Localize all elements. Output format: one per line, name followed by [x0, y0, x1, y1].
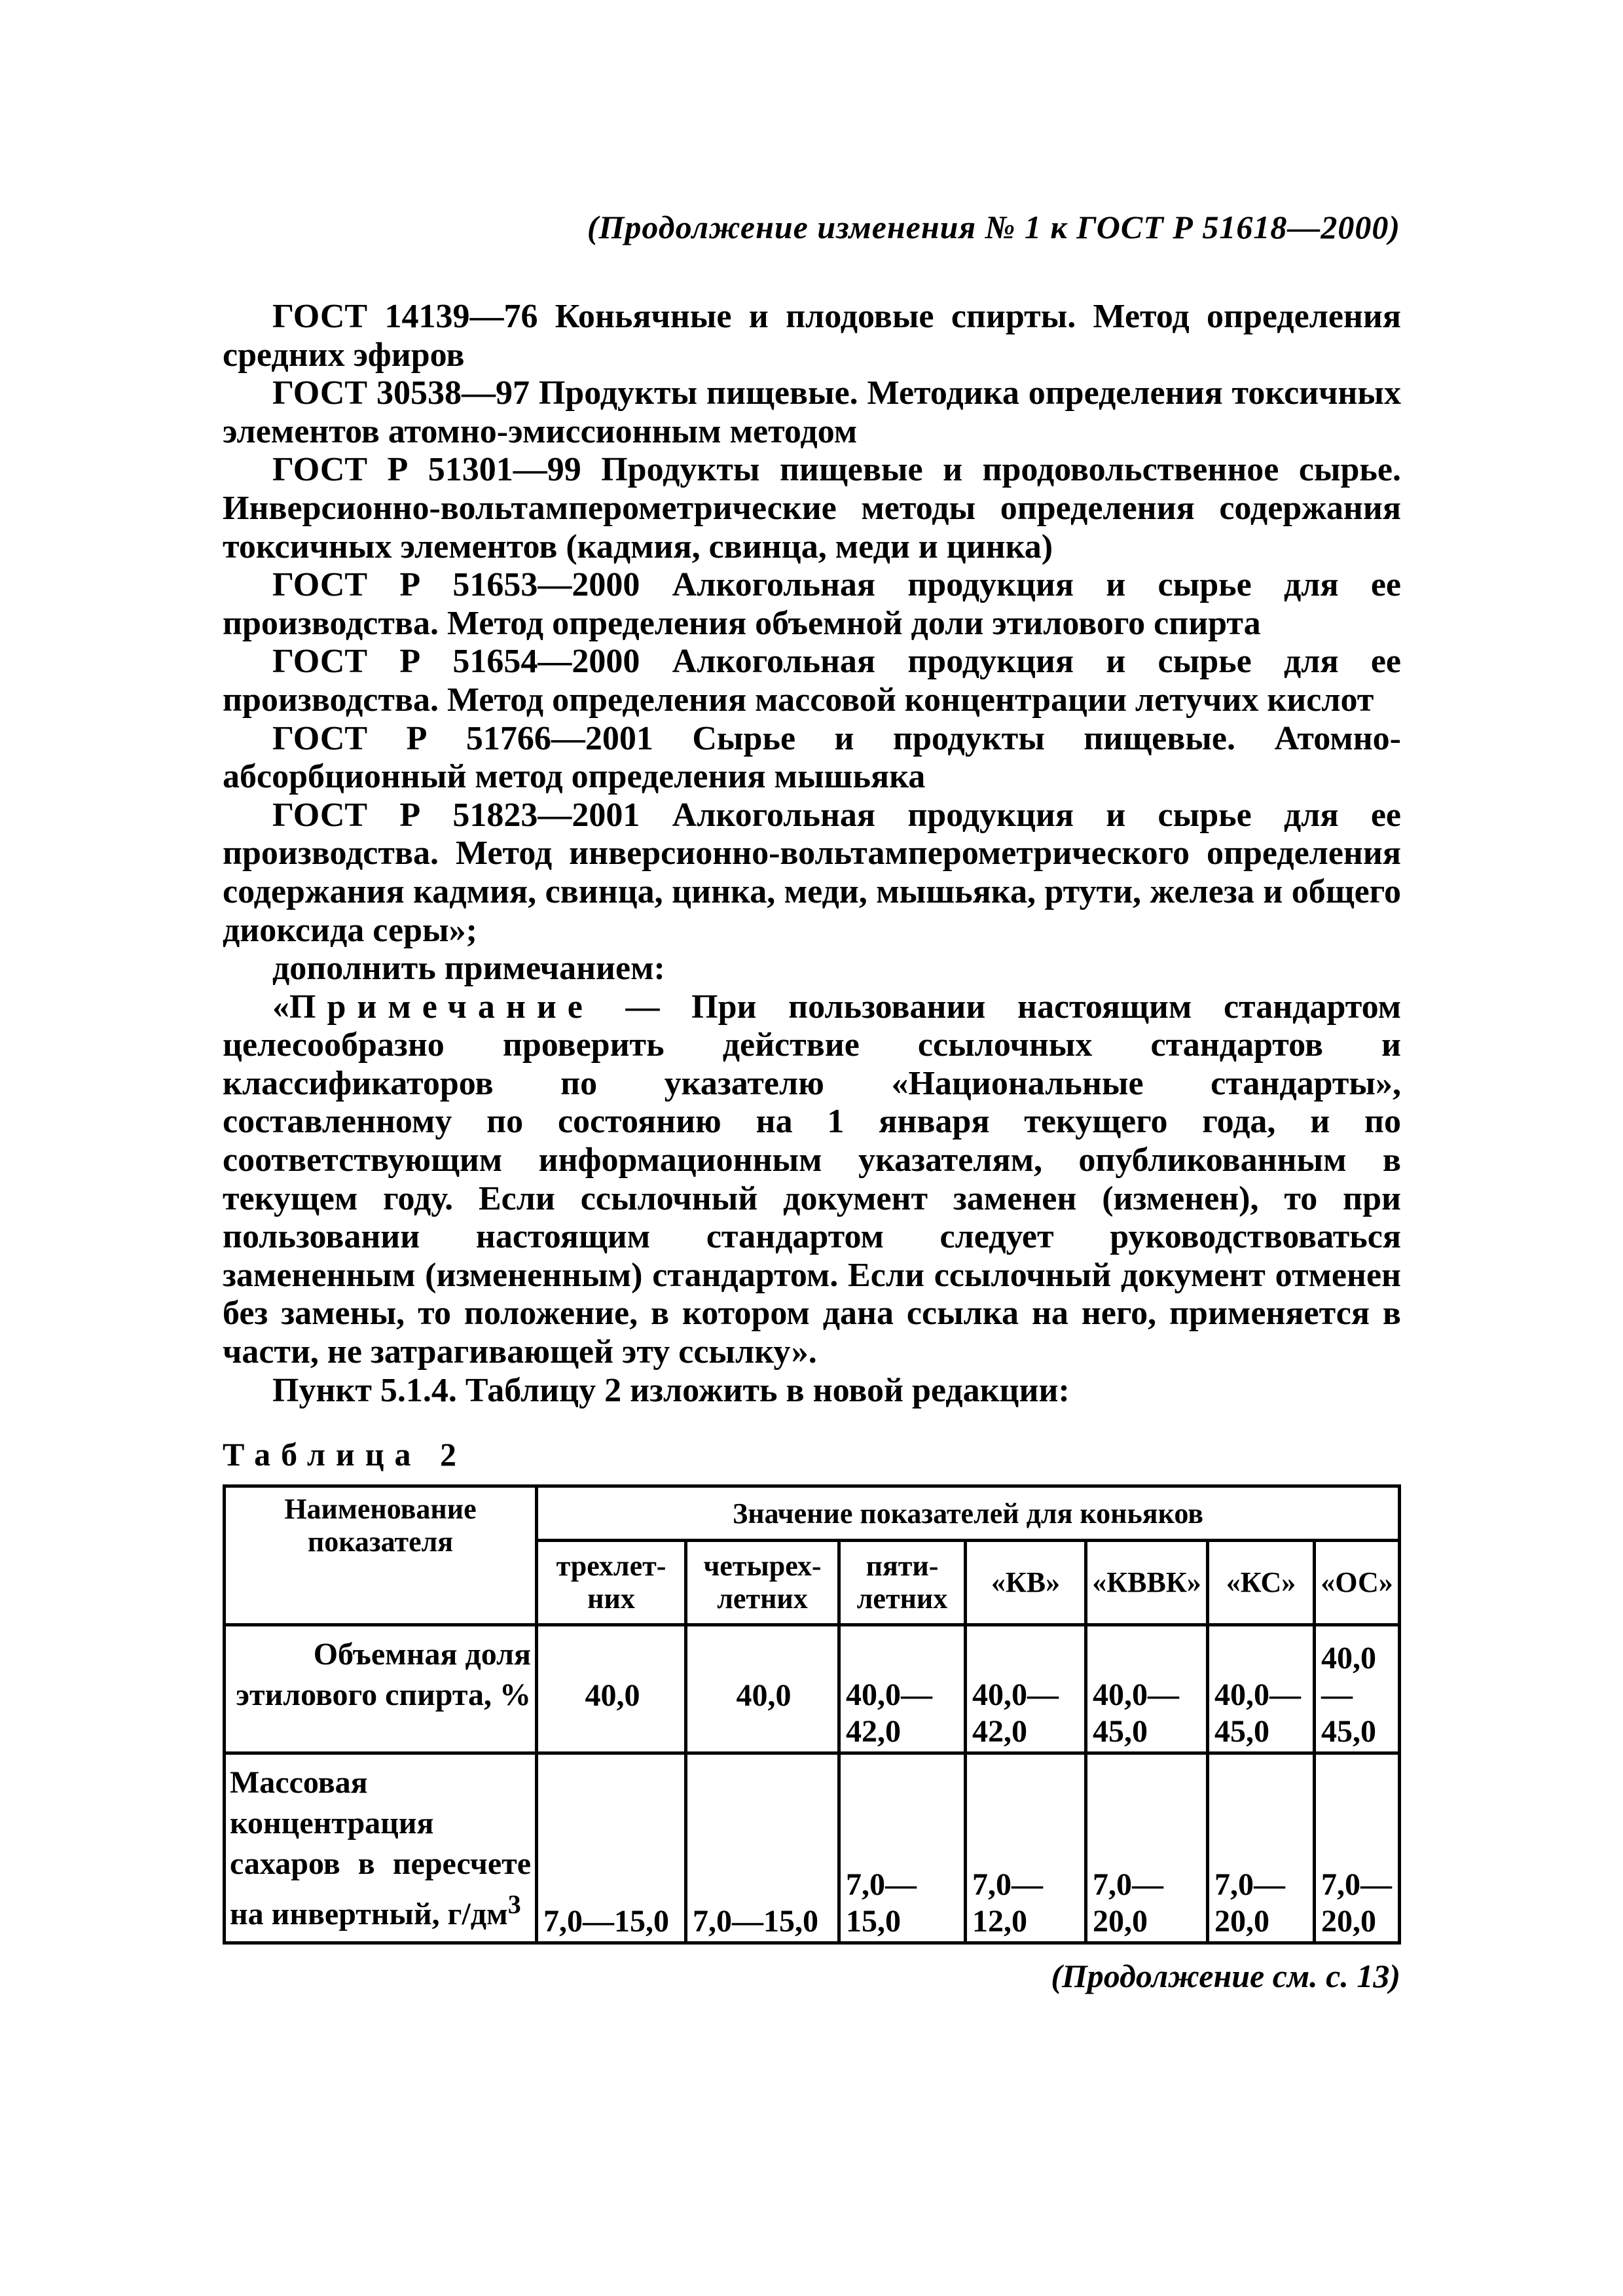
table-cell: 7,0—12,0 — [966, 1753, 1086, 1943]
table-cell: 40,0—45,0 — [1086, 1625, 1208, 1753]
paragraph-gost-14139: ГОСТ 14139—76 Коньячные и плодовые спирты. Метод определения средних эфиров — [223, 298, 1401, 374]
column-header-5-year: пяти-летних — [839, 1541, 966, 1625]
table-header-row-1 — [225, 1486, 1400, 1541]
table-row — [225, 1625, 1400, 1753]
table-cell: 40,0—42,0 — [839, 1625, 966, 1753]
note-paragraph — [223, 988, 1401, 1372]
column-header-indicator: Наименование показателя — [225, 1486, 537, 1625]
paragraph-add-note: дополнить примечанием: — [272, 950, 665, 988]
column-header-kv: «КВ» — [966, 1541, 1086, 1625]
sugar-indicator-text: Массовая концентрация сахаров в пересчете на инвертный, г/дм — [230, 1765, 531, 1931]
paragraph-gost-51301: ГОСТ Р 51301—99 Продукты пищевые и продовольственное сырье. Инверсионно-вольтамперометрические методы определения содержания токсичных элементов (кадмия, свинца, меди и цинка) — [223, 451, 1401, 565]
column-header-3-year: трехлет-них — [537, 1541, 686, 1625]
note-label: Примечание — [289, 988, 594, 1026]
table-cell: 7,0—15,0 — [839, 1753, 966, 1943]
column-group-header: Значение показателей для коньяков — [537, 1486, 1400, 1541]
unit-superscript: 3 — [507, 1890, 521, 1919]
row-indicator-alcohol: Объемная доля этилового спирта, % — [225, 1625, 537, 1753]
paragraph-gost-51766: ГОСТ Р 51766—2001 Сырье и продукты пищевые. Атомно-абсорбционный метод определения мышьяка — [223, 719, 1401, 796]
table-cell: 40,0—45,0 — [1208, 1625, 1315, 1753]
note-text: — При пользовании настоящим стандартом целесообразно проверить действие ссылочных стандартов и классификаторов по указателю «Национальные стандарты», составленному по состоянию на 1 января текущего года, и по соответствующим информационным указателям, опубликованным в текущем году. Если ссылочный документ заменен (изменен), то при пользовании настоящим стандартом следует руководствоваться замененным (измененным) стандартом. Если ссылочный документ отменен без замены, то положение, в котором дана ссылка на него, применяется в части, не затрагивающей эту ссылку». — [223, 988, 1401, 1371]
table-cell: 40,0—45,0 — [1315, 1625, 1400, 1753]
paragraph-gost-51823: ГОСТ Р 51823—2001 Алкогольная продукция и сырье для ее производства. Метод инверсионно-вольтамперометрического определения содержания кадмия, свинца, цинка, меди, мышьяка, ртути, железа и общего диоксида серы»; — [223, 796, 1401, 949]
table-cell: 40,0 — [686, 1625, 839, 1753]
table-cell: 40,0 — [537, 1625, 686, 1753]
paragraph-gost-51653: ГОСТ Р 51653—2000 Алкогольная продукция и сырье для ее производства. Метод определения объемной доли этилового спирта — [223, 566, 1401, 642]
body-text — [223, 298, 1401, 1410]
table-cell: 7,0—15,0 — [686, 1753, 839, 1943]
column-header-kvvk: «КВВК» — [1086, 1541, 1208, 1625]
table-cell: 7,0—20,0 — [1315, 1753, 1400, 1943]
indicators-table — [223, 1484, 1401, 1945]
table-cell: 7,0—20,0 — [1208, 1753, 1315, 1943]
table-cell: 40,0—42,0 — [966, 1625, 1086, 1753]
paragraph-gost-51654: ГОСТ Р 51654—2000 Алкогольная продукция и сырье для ее производства. Метод определения массовой концентрации летучих кислот — [223, 643, 1401, 719]
table-title: Таблица 2 — [223, 1436, 467, 1473]
page-header-continuation: (Продолжение изменения № 1 к ГОСТ Р 51618—2000) — [587, 209, 1400, 245]
row-indicator-sugar — [225, 1753, 537, 1943]
table-row — [225, 1753, 1400, 1943]
paragraph-gost-30538: ГОСТ 30538—97 Продукты пищевые. Методика определения токсичных элементов атомно-эмиссионным методом — [223, 374, 1401, 450]
column-header-os: «ОС» — [1315, 1541, 1400, 1625]
table-cell: 7,0—15,0 — [537, 1753, 686, 1943]
table-cell: 7,0—20,0 — [1086, 1753, 1208, 1943]
page-footer-continuation: (Продолжение см. с. 13) — [1051, 1958, 1400, 1994]
paragraph-instruction: Пункт 5.1.4. Таблицу 2 изложить в новой редакции: — [272, 1371, 1070, 1409]
note-open-quote: « — [272, 988, 289, 1026]
column-header-4-year: четырех-летних — [686, 1541, 839, 1625]
column-header-ks: «КС» — [1208, 1541, 1315, 1625]
